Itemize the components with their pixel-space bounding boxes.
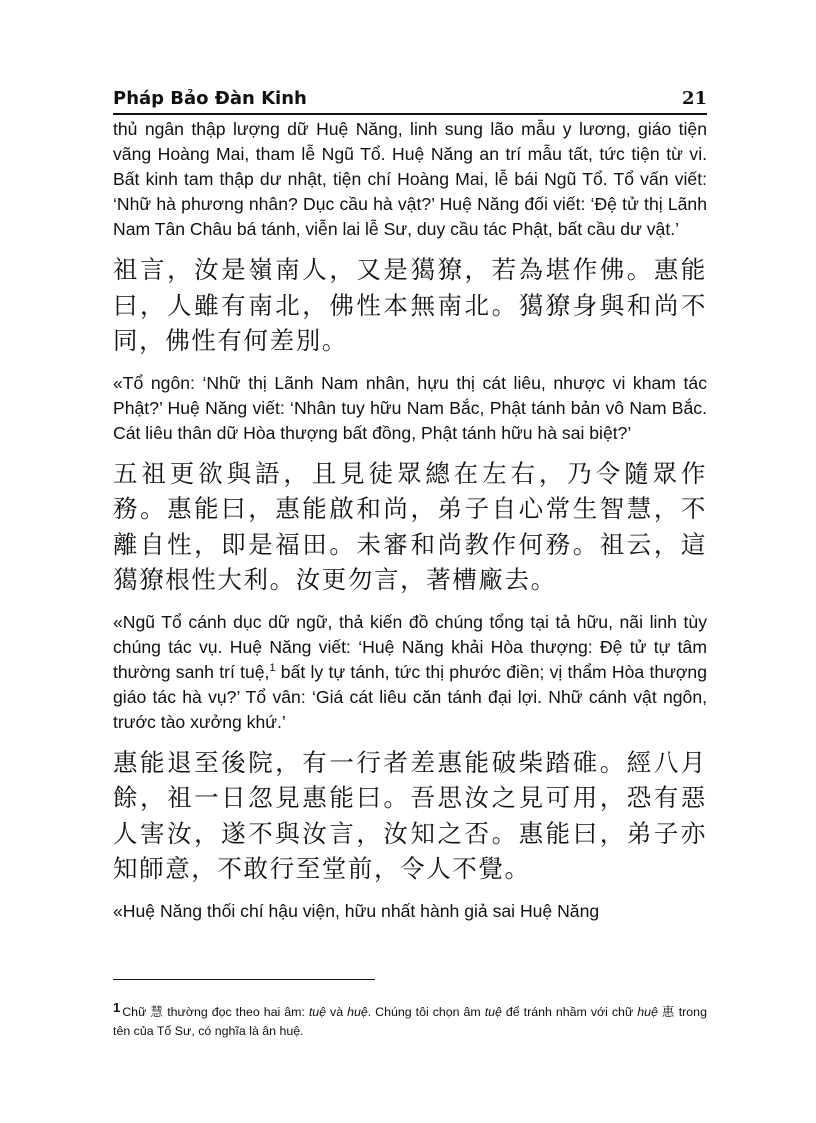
footnote-reference[interactable]: 1 xyxy=(269,661,276,674)
footnote xyxy=(113,998,707,1041)
footnote-text-a: Chữ 慧 thường đọc theo hai âm: xyxy=(122,1005,309,1019)
vietnamese-paragraph-4: «Huệ Năng thối chí hậu viện, hữu nhất hành giả sai Huệ Năng xyxy=(113,900,600,921)
book-title: Pháp Bảo Đàn Kinh xyxy=(113,88,307,109)
page-number: 21 xyxy=(681,88,707,109)
running-header xyxy=(113,86,707,115)
page-content xyxy=(113,86,707,924)
vietnamese-paragraph-3-part-1: «Ngũ Tổ cánh dục dữ ngữ, thả kiến đồ chúng tổng tại tả hữu, nãi linh tùy chúng tác vụ. Huệ Năng viết: ‘Huệ Năng khải Hòa thượng: Đệ tử tự tâm thường sanh trí tuệ, xyxy=(113,611,707,682)
footnote-text-b: và xyxy=(326,1005,348,1019)
footnote-text-e: 惠 trong tên của Tổ Sư, có nghĩa là ân huệ. xyxy=(113,1005,707,1038)
footnote-mark: 1 xyxy=(113,1000,121,1015)
footnote-term-4: huệ xyxy=(637,1005,658,1019)
vietnamese-paragraph-1: thủ ngân thập lượng dữ Huệ Năng, linh sung lão mẫu y lương, giáo tiện vãng Hoàng Mai, tham lễ Ngũ Tổ. Huệ Năng an trí mẫu tất, tức tiện từ vi. Bất kinh tam thập dư nhật, tiện chí Hoàng Mai, lễ bái Ngũ Tổ. Tổ vấn viết: ‘Nhữ hà phương nhân? Dục cầu hà vật?’ Huệ Năng đối viết: ‘Đệ tử thị Lãnh Nam Tân Châu bá tánh, viễn lai lễ Sư, duy cầu tác Phật, bất cầu dư vật.’ xyxy=(113,119,707,239)
footnote-term-3: tuệ xyxy=(484,1005,502,1019)
vietnamese-paragraph-3-part-2: bất ly tự tánh, tức thị phước điền; vị thẩm Hòa thượng giáo tác hà vụ?’ Tổ vân: ‘Giá cát liêu căn tánh đại lợi. Nhữ cánh vật ngôn, trước tào xưởng khứ.’ xyxy=(113,661,707,732)
chinese-paragraph-2: 五祖更欲與語，且見徒眾總在左右，乃令隨眾作務。惠能曰，惠能啟和尚，弟子自心常生智慧，不離自性，即是福田。未審和尚教作何務。祖云，這獦獠根性大利。汝更勿言，著槽廠去。 xyxy=(113,458,707,594)
chinese-paragraph-3: 惠能退至後院，有一行者差惠能破柴踏碓。經八月餘，祖一日忽見惠能曰。吾思汝之見可用，恐有惡人害汝，遂不與汝言，汝知之否。惠能曰，弟子亦知師意，不敢行至堂前，令人不覺。 xyxy=(113,747,707,883)
footnote-divider xyxy=(113,979,375,980)
footnote-term-2: huệ xyxy=(347,1005,368,1019)
vietnamese-paragraph-2: «Tổ ngôn: ‘Nhữ thị Lãnh Nam nhân, hựu thị cát liêu, nhược vi kham tác Phật?’ Huệ Năng viết: ‘Nhân tuy hữu Nam Bắc, Phật tánh bản vô Nam Bắc. Cát liêu thân dữ Hòa thượng bất đồng, Phật tánh hữu hà sai biệt?’ xyxy=(113,372,707,443)
footnote-text-d: để tránh nhầm với chữ xyxy=(501,1005,638,1019)
chinese-paragraph-1: 祖言，汝是嶺南人，又是獦獠，若為堪作佛。惠能曰，人雖有南北，佛性本無南北。獦獠身與和尚不同，佛性有何差別。 xyxy=(113,255,707,355)
footnote-text-c: . Chúng tôi chọn âm xyxy=(367,1005,485,1019)
vietnamese-paragraph-3 xyxy=(113,610,707,735)
footnote-term-1: tuệ xyxy=(308,1005,327,1019)
